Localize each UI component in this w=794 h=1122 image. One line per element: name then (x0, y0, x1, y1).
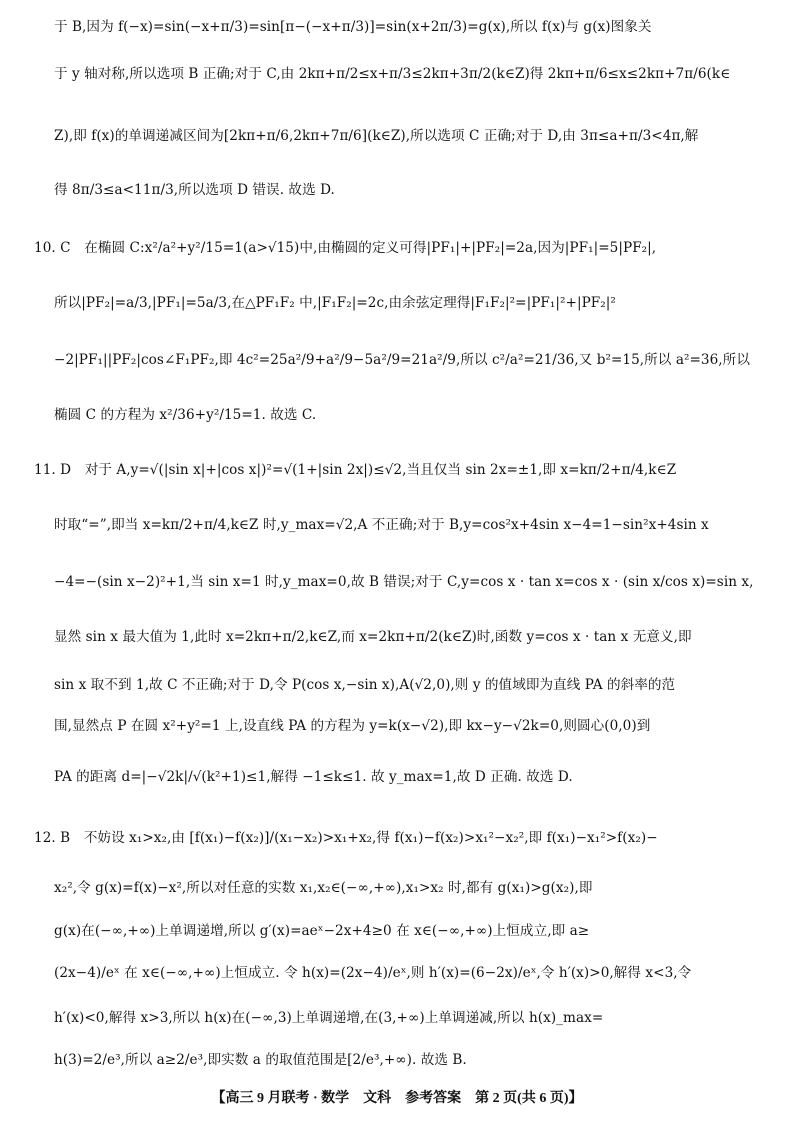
text-line: g(x)在(−∞,+∞)上单调递增,所以 g′(x)=aeˣ−2x+4≥0 在 x∈(−∞,+∞)上恒成立,即 a≥ (54, 923, 590, 939)
text-line: 所以|PF₂|=a/3,|PF₁|=5a/3,在△PF₁F₂ 中,|F₁F₂|=2c,由余弦定理得|F₁F₂|²=|PF₁|²+|PF₂|² (54, 295, 616, 311)
page-footer: 【高三 9 月联考 · 数学 文科 参考答案 第 2 页(共 6 页)】 (211, 1091, 583, 1106)
text-line: PA 的距离 d=|−√2k|/√(k²+1)≤1,解得 −1≤k≤1. 故 y_max=1,故 D 正确. 故选 D. (54, 769, 573, 785)
text-line: Z),即 f(x)的单调递减区间为[2kπ+π/6,2kπ+7π/6](k∈Z),所以选项 C 正确;对于 D,由 3π≤a+π/3<4π,解 (54, 128, 699, 144)
text-line: 得 8π/3≤a<11π/3,所以选项 D 错误. 故选 D. (54, 182, 335, 198)
text-line: −4=−(sin x−2)²+1,当 sin x=1 时,y_max=0,故 B 错误;对于 C,y=cos x · tan x=cos x · (sin x/cos x)=sin x, (54, 574, 754, 590)
text-line: 时取“=”,即当 x=kπ/2+π/4,k∈Z 时,y_max=√2,A 不正确;对于 B,y=cos²x+4sin x−4=1−sin²x+4sin x (54, 517, 709, 533)
text-line: h(3)=2/e³,所以 a≥2/e³,即实数 a 的取值范围是[2/e³,+∞). 故选 B. (54, 1052, 467, 1068)
text-line: 显然 sin x 最大值为 1,此时 x=2kπ+π/2,k∈Z,而 x=2kπ+π/2(k∈Z)时,函数 y=cos x · tan x 无意义,即 (54, 629, 692, 645)
text-line: 椭圆 C 的方程为 x²/36+y²/15=1. 故选 C. (54, 407, 317, 423)
text-line: 于 y 轴对称,所以选项 B 正确;对于 C,由 2kπ+π/2≤x+π/3≤2kπ+3π/2(k∈Z)得 2kπ+π/6≤x≤2kπ+7π/6(k∈ (54, 66, 731, 82)
text-line: 10. C 在椭圆 C:x²/a²+y²/15=1(a>√15)中,由椭圆的定义可得|PF₁|+|PF₂|=2a,因为|PF₁|=5|PF₂|, (34, 240, 657, 256)
text-line: x₂²,令 g(x)=f(x)−x²,所以对任意的实数 x₁,x₂∈(−∞,+∞),x₁>x₂ 时,都有 g(x₁)>g(x₂),即 (54, 880, 593, 896)
text-line: 围,显然点 P 在圆 x²+y²=1 上,设直线 PA 的方程为 y=k(x−√2),即 kx−y−√2k=0,则圆心(0,0)到 (54, 718, 651, 734)
text-line: h′(x)<0,解得 x>3,所以 h(x)在(−∞,3)上单调递增,在(3,+∞)上单调递减,所以 h(x)_max= (54, 1010, 604, 1026)
text-line: (2x−4)/eˣ 在 x∈(−∞,+∞)上恒成立. 令 h(x)=(2x−4)/eˣ,则 h′(x)=(6−2x)/eˣ,令 h′(x)>0,解得 x<3,令 (54, 965, 692, 981)
text-line: 于 B,因为 f(−x)=sin(−x+π/3)=sin[π−(−x+π/3)]=sin(x+2π/3)=g(x),所以 f(x)与 g(x)图象关 (54, 19, 652, 35)
text-line: 11. D 对于 A,y=√(|sin x|+|cos x|)²=√(1+|sin 2x|)≤√2,当且仅当 sin 2x=±1,即 x=kπ/2+π/4,k∈Z (34, 462, 677, 478)
text-line: 12. B 不妨设 x₁>x₂,由 [f(x₁)−f(x₂)]/(x₁−x₂)>x₁+x₂,得 f(x₁)−f(x₂)>x₁²−x₂²,即 f(x₁)−x₁²>f(x₂)− (34, 830, 658, 846)
text-line: −2|PF₁||PF₂|cos∠F₁PF₂,即 4c²=25a²/9+a²/9−5a²/9=21a²/9,所以 c²/a²=21/36,又 b²=15,所以 a²=36,所以 (54, 352, 750, 368)
text-line: sin x 取不到 1,故 C 不正确;对于 D,令 P(cos x,−sin x),A(√2,0),则 y 的值域即为直线 PA 的斜率的范 (54, 677, 676, 693)
